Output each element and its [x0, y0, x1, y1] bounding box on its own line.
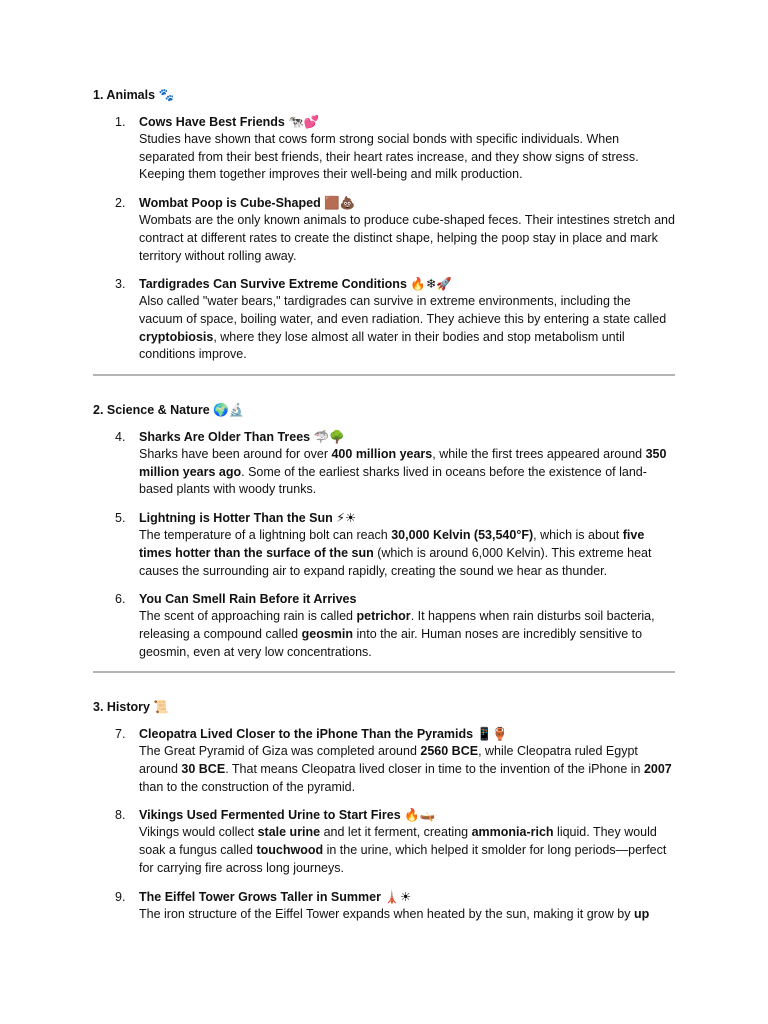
body-text: , while the first trees appeared around	[432, 447, 646, 462]
body-text: , where they lose almost all water in their bodies and stop metabolism until conditions improve.	[139, 329, 625, 362]
body-bold: up	[633, 906, 650, 921]
body-text: Vikings would collect	[139, 825, 258, 840]
fact-body	[139, 824, 675, 877]
list-number: 6.	[115, 592, 126, 607]
body-text: The temperature of a lightning bolt can reach	[139, 528, 392, 543]
list-item	[93, 590, 675, 661]
fact-body	[139, 906, 675, 924]
list-item	[93, 194, 675, 265]
section-animals	[93, 86, 675, 364]
fact-title: Cows Have Best Friends 🐄💕	[139, 115, 320, 129]
fact-body	[139, 608, 675, 661]
body-text: and let it ferment, creating	[320, 825, 472, 840]
fact-body	[139, 743, 675, 796]
body-text: liquid. They would soak a fungus called	[139, 825, 657, 858]
body-bold: 400 million years	[331, 447, 433, 462]
section-divider	[93, 374, 675, 376]
body-text: The Great Pyramid of Giza was completed around	[139, 744, 421, 759]
list-item	[93, 888, 675, 924]
list-number: 3.	[115, 277, 126, 292]
body-text: Wombats are the only known animals to produce cube-shaped feces. Their intestines stretch and contract at different rates to create the distinct shape, helping the poop stay in place and mark territory without rolling away.	[139, 213, 675, 263]
body-bold: 2007	[643, 762, 672, 777]
list-number: 4.	[115, 430, 126, 445]
section-science-nature	[93, 401, 675, 661]
body-bold: touchwood	[256, 843, 324, 858]
body-text: , while Cleopatra ruled Egypt around	[139, 744, 638, 777]
list-number: 8.	[115, 808, 126, 823]
body-text: Also called "water bears," tardigrades can survive in extreme environments, including the vacuum of space, boiling water, and even radiation. They achieve this by entering a state called	[139, 294, 667, 326]
fact-body	[139, 293, 675, 364]
list-number: 9.	[115, 889, 126, 904]
body-text: Studies have shown that cows form strong social bonds with specific individuals. When separated from their best friends, their heart rates increase, and they show signs of stress. Keeping them together improves their well-being and milk production.	[139, 132, 639, 182]
section-heading: 2. Science & Nature 🌍🔬	[93, 403, 245, 418]
body-text: (which is around 6,000 Kelvin). This extreme heat causes the surrounding air to expand rapidly, creating the sound we hear as thunder.	[139, 545, 652, 578]
list-number: 5.	[115, 511, 126, 526]
body-text: . It happens when rain disturbs soil bacteria, releasing a compound called	[139, 609, 655, 641]
body-bold: ammonia-rich	[471, 825, 554, 840]
fact-body	[139, 131, 675, 184]
list-item	[93, 725, 675, 796]
body-text: than to the construction of the pyramid.	[139, 779, 356, 794]
body-text: . Some of the earliest sharks lived in oceans before the existence of land-based plants with woody trunks.	[139, 464, 647, 497]
body-text: Sharks have been around for over	[139, 447, 332, 462]
section-history	[93, 698, 675, 923]
body-bold: 30,000 Kelvin (53,540°F)	[391, 528, 534, 543]
body-bold: petrichor	[356, 609, 411, 624]
document-page	[93, 86, 675, 933]
fact-title: Lightning is Hotter Than the Sun ⚡☀	[139, 511, 357, 526]
fact-body	[139, 212, 675, 265]
fact-body	[139, 446, 675, 499]
fact-title: The Eiffel Tower Grows Taller in Summer 🗼☀	[139, 889, 412, 904]
body-bold: 350 million years ago	[139, 447, 667, 479]
fact-title: Cleopatra Lived Closer to the iPhone Than the Pyramids 📱🏺	[139, 727, 508, 742]
body-bold: stale urine	[257, 825, 321, 840]
body-text: in the urine, which helped it smolder for long periods—perfect for carrying fire across long journeys.	[139, 843, 667, 875]
list-number: 1.	[115, 115, 126, 129]
section-heading: 3. History 📜	[93, 700, 170, 715]
body-text: , which is about	[533, 528, 623, 543]
list-item	[93, 806, 675, 877]
section-heading: 1. Animals 🐾	[93, 88, 175, 102]
body-bold: cryptobiosis	[139, 329, 214, 344]
body-bold: 2560 BCE	[420, 744, 479, 759]
body-bold: 30 BCE	[181, 762, 226, 777]
list-number: 7.	[115, 727, 126, 742]
fact-title: Sharks Are Older Than Trees 🦈🌳	[139, 430, 345, 445]
fact-title: Vikings Used Fermented Urine to Start Fires 🔥🛶	[139, 808, 436, 823]
body-text: The iron structure of the Eiffel Tower expands when heated by the sun, making it grow by	[139, 906, 634, 921]
list-item	[93, 275, 675, 364]
body-bold: five times hotter than the surface of the sun	[139, 528, 645, 560]
body-text: into the air. Human noses are incredibly sensitive to geosmin, even at very low concentrations.	[139, 626, 643, 659]
fact-title: Wombat Poop is Cube-Shaped 🟫💩	[139, 196, 356, 211]
body-text: . That means Cleopatra lived closer in time to the invention of the iPhone in	[225, 762, 644, 777]
list-item	[93, 509, 675, 580]
body-text: The scent of approaching rain is called	[139, 609, 357, 624]
list-item	[93, 428, 675, 499]
fact-title: Tardigrades Can Survive Extreme Conditions 🔥❄🚀	[139, 277, 452, 292]
body-bold: geosmin	[301, 626, 354, 641]
section-divider	[93, 671, 675, 673]
fact-body	[139, 527, 675, 580]
fact-title: You Can Smell Rain Before it Arrives	[139, 592, 357, 607]
list-number: 2.	[115, 196, 126, 211]
list-item	[93, 113, 675, 184]
